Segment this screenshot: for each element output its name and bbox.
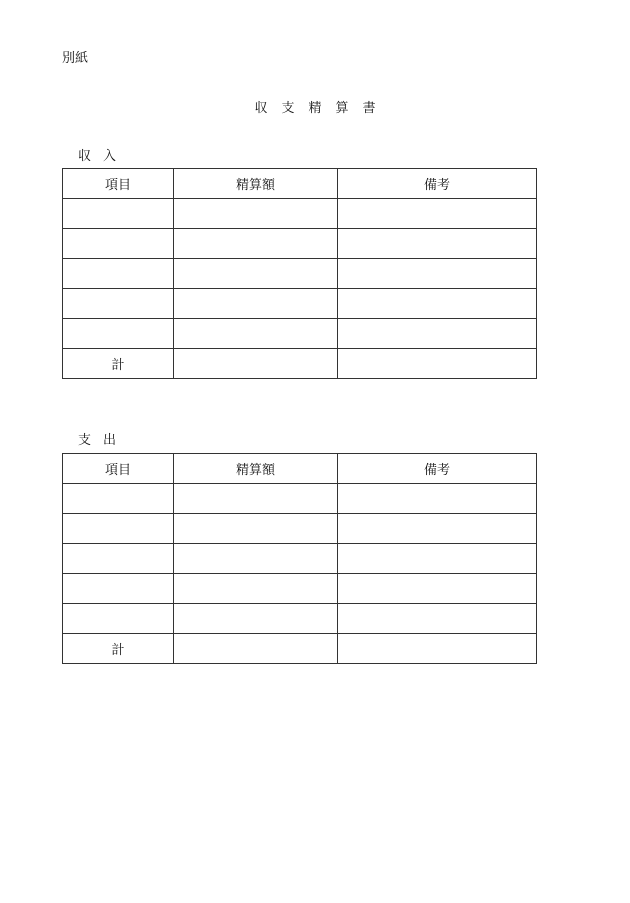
- item-cell[interactable]: [63, 289, 174, 319]
- expense-table: [62, 453, 537, 664]
- remarks-cell[interactable]: [338, 544, 537, 574]
- item-cell[interactable]: [63, 514, 174, 544]
- total-remarks-cell[interactable]: [338, 634, 537, 664]
- remarks-cell[interactable]: [338, 259, 537, 289]
- table-row: [63, 259, 537, 289]
- remarks-cell[interactable]: [338, 574, 537, 604]
- amount-cell[interactable]: [174, 544, 338, 574]
- income-heading: 収入: [78, 149, 129, 164]
- item-cell[interactable]: [63, 604, 174, 634]
- amount-cell[interactable]: [174, 514, 338, 544]
- table-row: [63, 289, 537, 319]
- total-row: [63, 349, 537, 379]
- table-row: [63, 484, 537, 514]
- amount-cell[interactable]: [174, 484, 338, 514]
- document-title: 収支精算書: [254, 101, 390, 116]
- remarks-cell[interactable]: [338, 484, 537, 514]
- table-row: [63, 229, 537, 259]
- table-row: [63, 604, 537, 634]
- table-row: [63, 574, 537, 604]
- total-amount-cell[interactable]: [174, 349, 338, 379]
- column-header-remarks: 備考: [338, 169, 537, 199]
- remarks-cell[interactable]: [338, 199, 537, 229]
- remarks-cell[interactable]: [338, 289, 537, 319]
- expense-heading: 支出: [78, 433, 129, 448]
- item-cell[interactable]: [63, 259, 174, 289]
- item-cell[interactable]: [63, 199, 174, 229]
- remarks-cell[interactable]: [338, 604, 537, 634]
- amount-cell[interactable]: [174, 604, 338, 634]
- table-row: [63, 544, 537, 574]
- amount-cell[interactable]: [174, 229, 338, 259]
- total-amount-cell[interactable]: [174, 634, 338, 664]
- table-header-row: [63, 454, 537, 484]
- total-remarks-cell[interactable]: [338, 349, 537, 379]
- column-header-amount: 精算額: [174, 169, 338, 199]
- item-cell[interactable]: [63, 319, 174, 349]
- attachment-label: 別紙: [62, 51, 89, 66]
- item-cell[interactable]: [63, 574, 174, 604]
- total-label-cell: 計: [63, 634, 174, 664]
- remarks-cell[interactable]: [338, 319, 537, 349]
- total-label-cell: 計: [63, 349, 174, 379]
- column-header-amount: 精算額: [174, 454, 338, 484]
- item-cell[interactable]: [63, 544, 174, 574]
- item-cell[interactable]: [63, 229, 174, 259]
- amount-cell[interactable]: [174, 259, 338, 289]
- remarks-cell[interactable]: [338, 229, 537, 259]
- table-row: [63, 319, 537, 349]
- remarks-cell[interactable]: [338, 514, 537, 544]
- item-cell[interactable]: [63, 484, 174, 514]
- column-header-remarks: 備考: [338, 454, 537, 484]
- table-row: [63, 199, 537, 229]
- income-table: [62, 168, 537, 379]
- amount-cell[interactable]: [174, 199, 338, 229]
- total-row: [63, 634, 537, 664]
- table-row: [63, 514, 537, 544]
- amount-cell[interactable]: [174, 574, 338, 604]
- amount-cell[interactable]: [174, 319, 338, 349]
- amount-cell[interactable]: [174, 289, 338, 319]
- column-header-item: 項目: [63, 169, 174, 199]
- table-header-row: [63, 169, 537, 199]
- column-header-item: 項目: [63, 454, 174, 484]
